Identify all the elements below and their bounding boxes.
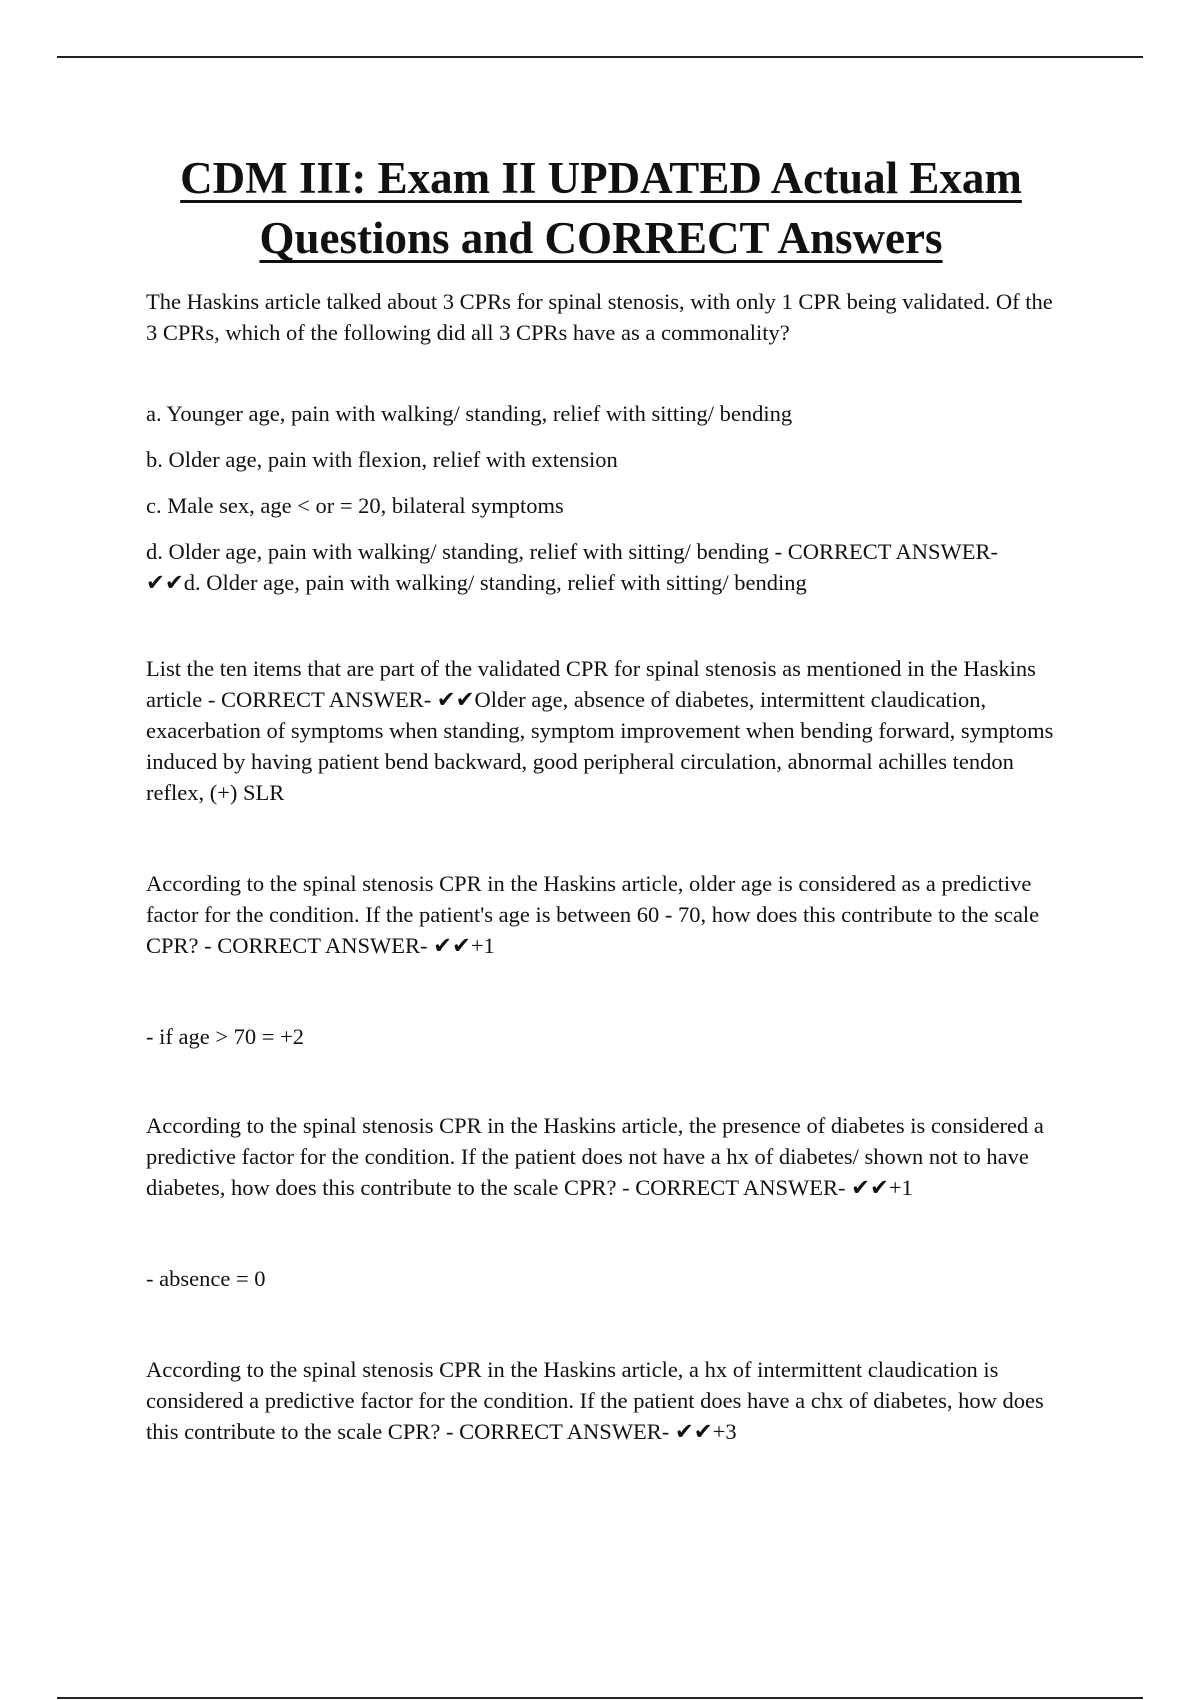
question-3-note: - if age > 70 = +2 xyxy=(146,1024,305,1049)
option-a: a. Younger age, pain with walking/ standing, relief with sitting/ bending xyxy=(146,401,793,426)
document-title: CDM III: Exam II UPDATED Actual Exam Questions and CORRECT Answers xyxy=(180,153,1022,263)
top-divider xyxy=(57,56,1143,58)
question-1-text: The Haskins article talked about 3 CPRs for spinal stenosis, with only 1 CPR being validated. Of the 3 CPRs, which of the following did all 3 CPRs have as a commonality? xyxy=(146,289,1053,345)
option-d-answer: d. Older age, pain with walking/ standing, relief with sitting/ bending - CORRECT ANSWER- ✔✔d. Older age, pain with walking/ standing, relief with sitting/ bending xyxy=(146,539,998,595)
question-3-text: According to the spinal stenosis CPR in the Haskins article, older age is considered as a predictive factor for the condition. If the patient's age is between 60 - 70, how does this contribute to the scale CPR? - CORRECT ANSWER- ✔✔+1 xyxy=(146,871,1040,958)
bottom-divider xyxy=(57,1697,1143,1699)
document-page xyxy=(146,148,1056,1447)
question-5-text: According to the spinal stenosis CPR in the Haskins article, a hx of intermittent claudication is considered a predictive factor for the condition. If the patient does have a chx of diabetes, how does this contribute to the scale CPR? - CORRECT ANSWER- ✔✔+3 xyxy=(146,1357,1044,1444)
question-2-text: List the ten items that are part of the validated CPR for spinal stenosis as mentioned in the Haskins article - CORRECT ANSWER- ✔✔Older age, absence of diabetes, intermittent claudication, exacerbation of symptoms when standing, symptom improvement when bending forward, symptoms induced by having patient bend backward, good peripheral circulation, abnormal achilles tendon reflex, (+) SLR xyxy=(146,656,1054,805)
option-b: b. Older age, pain with flexion, relief with extension xyxy=(146,447,618,472)
question-4-text: According to the spinal stenosis CPR in the Haskins article, the presence of diabetes is considered a predictive factor for the condition. If the patient does not have a hx of diabetes/ shown not to have diabetes, how does this contribute to the scale CPR? - CORRECT ANSWER- ✔✔+1 xyxy=(146,1113,1044,1200)
option-c: c. Male sex, age < or = 20, bilateral symptoms xyxy=(146,493,564,518)
question-1-options xyxy=(146,398,1056,598)
question-4-note: - absence = 0 xyxy=(146,1266,266,1291)
